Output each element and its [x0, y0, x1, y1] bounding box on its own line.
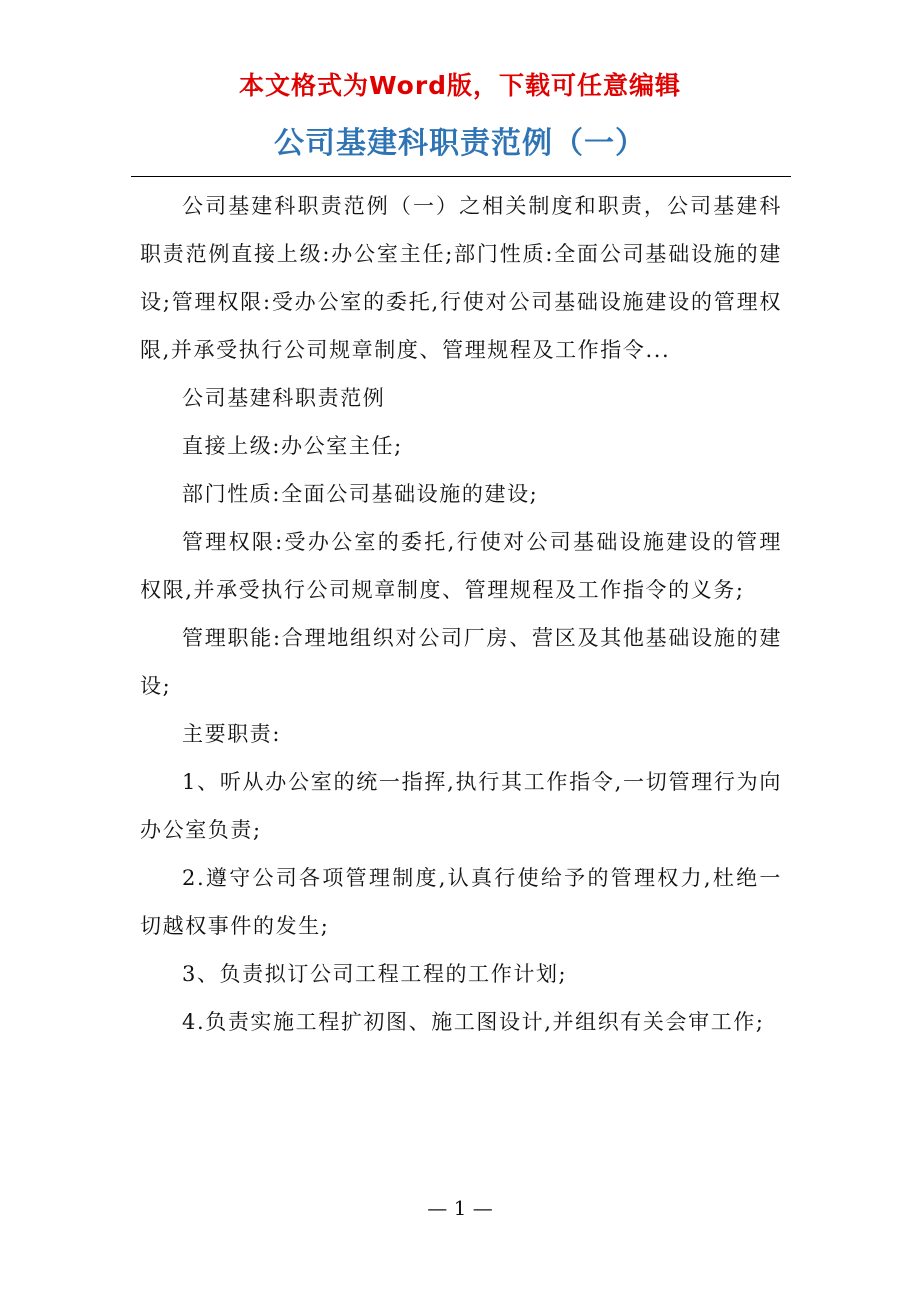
title-divider — [131, 176, 791, 177]
page-number: — 1 — — [427, 1196, 493, 1220]
direct-superior-line: 直接上级:办公室主任; — [182, 434, 403, 458]
duty-item-4: 4.负责实施工程扩初图、施工图设计,并组织有关会审工作; — [182, 1010, 765, 1034]
duty-item-3: 3、负责拟订公司工程工程的工作计划; — [182, 962, 568, 986]
intro-paragraph: 公司基建科职责范例（一）之相关制度和职责，公司基建科职责范例直接上级:办公室主任;部门性质:全面公司基础设施的建设;管理权限:受办公室的委托,行使对公司基础设施建设的管理权限,并承受执行公司规章制度、管理规程及工作指令... — [140, 194, 782, 362]
document-title: 公司基建科职责范例（一） — [274, 126, 646, 161]
department-nature-line: 部门性质:全面公司基础设施的建设; — [182, 482, 539, 506]
duty-item-1: 1、听从办公室的统一指挥,执行其工作指令,一切管理行为向办公室负责; — [140, 770, 782, 842]
main-duties-heading: 主要职责: — [182, 722, 282, 746]
format-notice-banner: 本文格式为Word版，下载可任意编辑 — [238, 71, 682, 100]
authority-paragraph: 管理权限:受办公室的委托,行使对公司基础设施建设的管理权限,并承受执行公司规章制度、管理规程及工作指令的义务; — [140, 530, 782, 602]
function-paragraph: 管理职能:合理地组织对公司厂房、营区及其他基础设施的建设; — [140, 626, 782, 698]
duty-item-2: 2.遵守公司各项管理制度,认真行使给予的管理权力,杜绝一切越权事件的发生; — [140, 866, 782, 938]
section-heading: 公司基建科职责范例 — [182, 386, 386, 410]
document-body — [140, 182, 782, 1046]
